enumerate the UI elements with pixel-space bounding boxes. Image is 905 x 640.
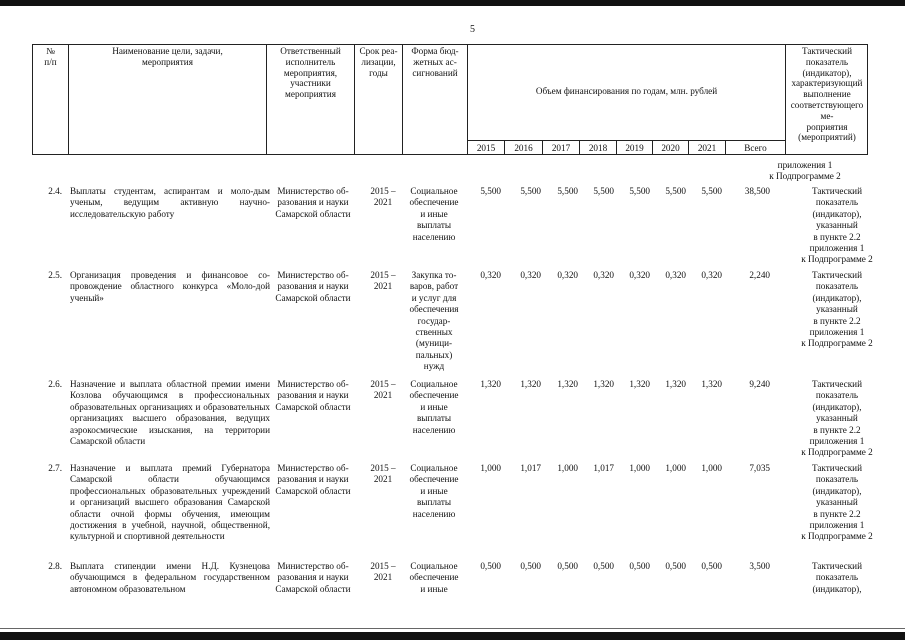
row-number: 2.4. bbox=[48, 186, 62, 196]
header-year: 2021 bbox=[697, 143, 717, 153]
top-border bbox=[0, 0, 905, 6]
row-value: 1,320 bbox=[480, 379, 501, 389]
row-value: 1,320 bbox=[593, 379, 614, 389]
row-value: 0,320 bbox=[520, 270, 541, 280]
row-value: 0,500 bbox=[593, 561, 614, 571]
row-form: Социальное обеспечение и иные выплаты населению bbox=[409, 186, 459, 242]
row-value: 0,320 bbox=[665, 270, 686, 280]
header-volume: Объем финансирования по годам, млн. рублей bbox=[535, 86, 718, 96]
row-value: 0,500 bbox=[665, 561, 686, 571]
row-term: 2015 – 2021 bbox=[370, 379, 396, 401]
row-name: Назначение и выплата областной премии имени Козлова обучающимся в профессиональных образовательных организациях и образовательных организациях высшего образования, ведущих аэрокосмические изыскания, на территории Самарской области bbox=[70, 379, 270, 447]
row-value: 1,320 bbox=[665, 379, 686, 389]
row-responsible: Министерство об- разования и науки Самарской области bbox=[275, 561, 351, 594]
bottom-rule bbox=[0, 628, 905, 629]
row-value: 5,500 bbox=[665, 186, 686, 196]
row-indicator: Тактический показатель (индикатор), bbox=[811, 561, 863, 594]
row-term: 2015 – 2021 bbox=[370, 186, 396, 208]
row-value: 1,320 bbox=[520, 379, 541, 389]
row-indicator: Тактический показатель (индикатор), указанный в пункте 2.2 приложения 1 к Подпрограмме 2 bbox=[801, 186, 873, 265]
header-indicator: Тактический показатель (индикатор), характеризующий выполнение соответствующего ме- роприятия (мероприятий) bbox=[790, 46, 864, 143]
header-no: № п/п bbox=[44, 46, 57, 67]
row-value: 5,500 bbox=[629, 186, 650, 196]
row-indicator: Тактический показатель (индикатор), указанный в пункте 2.2 приложения 1 к Подпрограмме 2 bbox=[801, 463, 873, 542]
row-value: 1,017 bbox=[593, 463, 614, 473]
row-value: 1,000 bbox=[480, 463, 501, 473]
row-value: 1,000 bbox=[665, 463, 686, 473]
row-value: 0,320 bbox=[701, 270, 722, 280]
row-number: 2.8. bbox=[48, 561, 62, 571]
row-responsible: Министерство об- разования и науки Самарской области bbox=[275, 379, 351, 412]
row-value: 0,320 bbox=[557, 270, 578, 280]
row-number: 2.6. bbox=[48, 379, 62, 389]
row-total: 38,500 bbox=[744, 186, 770, 196]
row-name: Организация проведения и финансовое со-провождение областного конкурса «Моло-дой ученый» bbox=[70, 270, 270, 303]
row-term: 2015 – 2021 bbox=[370, 463, 396, 485]
row-total: 9,240 bbox=[749, 379, 770, 389]
row-value: 0,320 bbox=[480, 270, 501, 280]
header-year: 2018 bbox=[588, 143, 608, 153]
row-term: 2015 – 2021 bbox=[370, 561, 396, 583]
row-value: 0,500 bbox=[701, 561, 722, 571]
row-total: 2,240 bbox=[749, 270, 770, 280]
table-header bbox=[32, 44, 868, 154]
row-value: 0,500 bbox=[480, 561, 501, 571]
row-name: Назначение и выплата премий Губернатора Самарской области обучающимся профессиональных образовательных учреждений и организаций высшего образования Самарской области очной формы обучения, имеющим достижения в учебной, научной, общественной, культурной и спортивной деятельности bbox=[70, 463, 270, 542]
header-year: 2017 bbox=[551, 143, 571, 153]
row-responsible: Министерство об- разования и науки Самарской области bbox=[275, 463, 351, 496]
row-form: Социальное обеспечение и иные выплаты населению bbox=[409, 379, 459, 435]
row-value: 0,500 bbox=[629, 561, 650, 571]
bottom-border bbox=[0, 632, 905, 640]
row-name: Выплаты студентам, аспирантам и моло-дым ученым, ведущим активную научно-исследовательскую работу bbox=[70, 186, 270, 219]
row-responsible: Министерство об- разования и науки Самарской области bbox=[275, 270, 351, 303]
header-form: Форма бюд- жетных ас- сигнований bbox=[411, 46, 459, 78]
row-value: 5,500 bbox=[701, 186, 722, 196]
row-value: 1,320 bbox=[701, 379, 722, 389]
indicator-continuation: приложения 1 к Подпрограмме 2 bbox=[769, 160, 841, 182]
row-value: 1,000 bbox=[557, 463, 578, 473]
row-value: 0,500 bbox=[520, 561, 541, 571]
row-responsible: Министерство об- разования и науки Самарской области bbox=[275, 186, 351, 219]
row-term: 2015 – 2021 bbox=[370, 270, 396, 292]
header-year: 2015 bbox=[476, 143, 496, 153]
row-number: 2.5. bbox=[48, 270, 62, 280]
header-responsible: Ответственный исполнитель мероприятия, участники мероприятия bbox=[280, 46, 341, 100]
header-name: Наименование цели, задачи, мероприятия bbox=[112, 46, 223, 67]
row-value: 1,320 bbox=[557, 379, 578, 389]
header-term: Срок реа- лизации, годы bbox=[359, 46, 398, 78]
row-form: Социальное обеспечение и иные выплаты населению bbox=[409, 463, 459, 519]
row-indicator: Тактический показатель (индикатор), указанный в пункте 2.2 приложения 1 к Подпрограмме 2 bbox=[801, 270, 873, 349]
row-value: 5,500 bbox=[593, 186, 614, 196]
row-number: 2.7. bbox=[48, 463, 62, 473]
row-value: 0,500 bbox=[557, 561, 578, 571]
row-indicator: Тактический показатель (индикатор), указанный в пункте 2.2 приложения 1 к Подпрограмме 2 bbox=[801, 379, 873, 458]
row-value: 1,320 bbox=[629, 379, 650, 389]
row-value: 5,500 bbox=[557, 186, 578, 196]
page-number: 5 bbox=[470, 24, 475, 35]
row-value: 0,320 bbox=[593, 270, 614, 280]
row-value: 1,017 bbox=[520, 463, 541, 473]
row-total: 3,500 bbox=[749, 561, 770, 571]
header-year: 2016 bbox=[514, 143, 533, 153]
row-form: Закупка то- варов, работ и услуг для обеспечения государ- ственных (муници- пальных) нужд bbox=[409, 270, 459, 372]
row-value: 5,500 bbox=[480, 186, 501, 196]
header-year-total: Всего bbox=[744, 143, 767, 153]
row-value: 1,000 bbox=[701, 463, 722, 473]
row-form: Социальное обеспечение и иные bbox=[409, 561, 459, 594]
row-total: 7,035 bbox=[749, 463, 770, 473]
header-year: 2020 bbox=[661, 143, 680, 153]
header-year: 2019 bbox=[625, 143, 644, 153]
row-value: 1,000 bbox=[629, 463, 650, 473]
row-name: Выплата стипендии имени Н.Д. Кузнецова обучающимся в федеральном государственном автономном образовательном bbox=[70, 561, 270, 594]
row-value: 5,500 bbox=[520, 186, 541, 196]
row-value: 0,320 bbox=[629, 270, 650, 280]
